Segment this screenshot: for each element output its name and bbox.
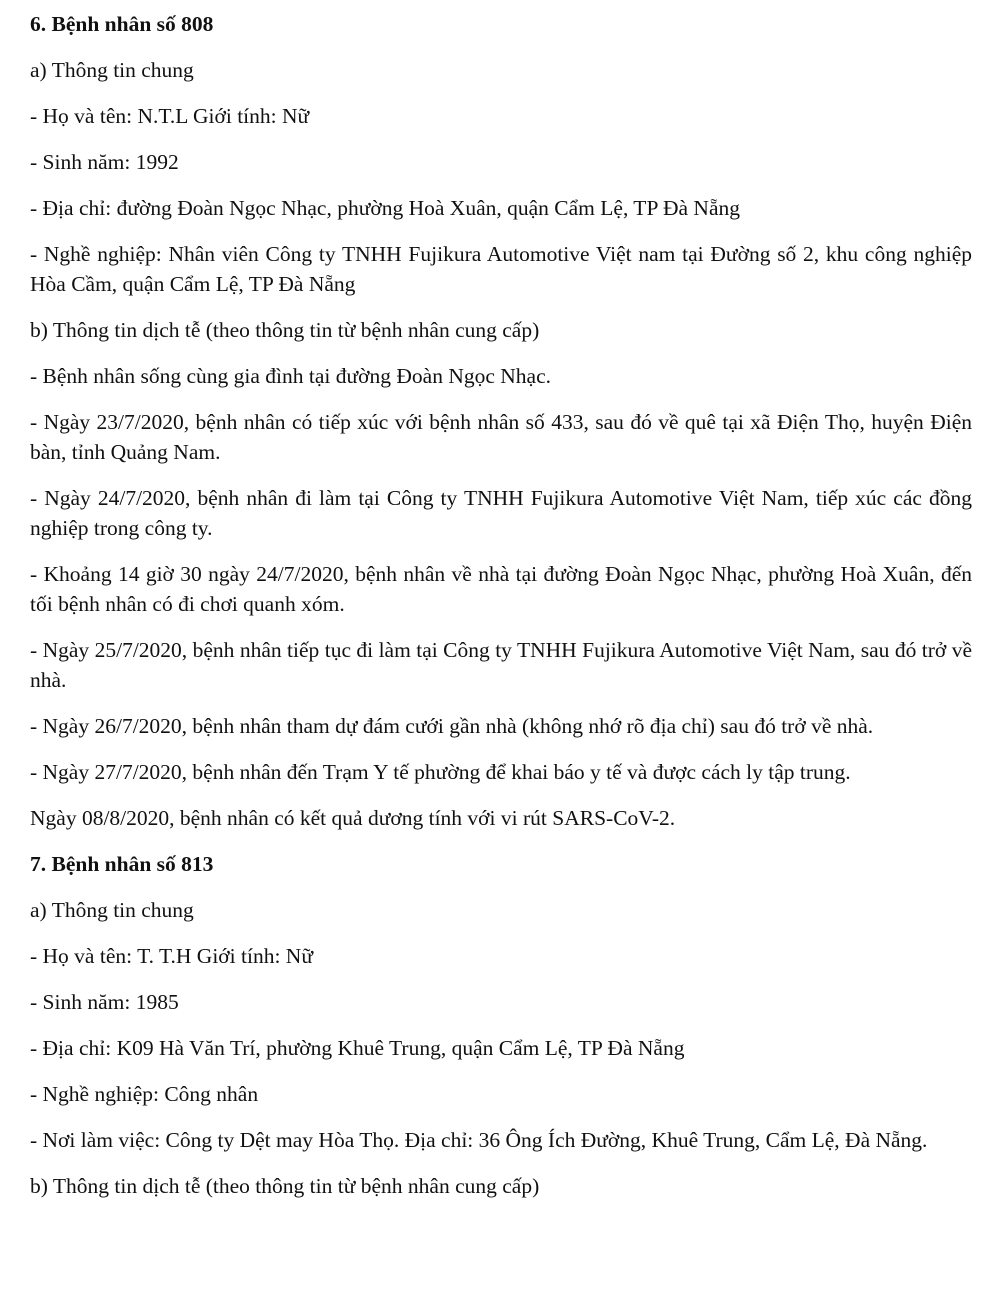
- epidemiology-item: - Ngày 25/7/2020, bệnh nhân tiếp tục đi làm tại Công ty TNHH Fujikura Automotive Việt Nam, sau đó trở về nhà.: [30, 638, 972, 692]
- section-heading-patient-813: 7. Bệnh nhân số 813: [30, 852, 214, 876]
- epidemiology-heading: b) Thông tin dịch tễ (theo thông tin từ bệnh nhân cung cấp): [30, 318, 540, 342]
- general-info-heading: a) Thông tin chung: [30, 898, 194, 922]
- birth-year-line: - Sinh năm: 1985: [30, 990, 179, 1014]
- address-line: - Địa chỉ: K09 Hà Văn Trí, phường Khuê Trung, quận Cẩm Lệ, TP Đà Nẵng: [30, 1036, 685, 1060]
- test-result-line: Ngày 08/8/2020, bệnh nhân có kết quả dương tính với vi rút SARS-CoV-2.: [30, 806, 676, 830]
- address-line: - Địa chỉ: đường Đoàn Ngọc Nhạc, phường Hoà Xuân, quận Cẩm Lệ, TP Đà Nẵng: [30, 196, 740, 220]
- occupation-line: - Nghề nghiệp: Công nhân: [30, 1082, 259, 1106]
- epidemiology-item: - Ngày 26/7/2020, bệnh nhân tham dự đám cưới gần nhà (không nhớ rõ địa chỉ) sau đó trở về nhà.: [30, 714, 874, 738]
- occupation-line: - Nghề nghiệp: Nhân viên Công ty TNHH Fujikura Automotive Việt nam tại Đường số 2, khu công nghiệp Hòa Cầm, quận Cẩm Lệ, TP Đà Nẵng: [30, 242, 972, 296]
- epidemiology-item: - Bệnh nhân sống cùng gia đình tại đường Đoàn Ngọc Nhạc.: [30, 364, 551, 388]
- epidemiology-item: - Ngày 27/7/2020, bệnh nhân đến Trạm Y tế phường để khai báo y tế và được cách ly tập trung.: [30, 760, 851, 784]
- workplace-line: - Nơi làm việc: Công ty Dệt may Hòa Thọ. Địa chỉ: 36 Ông Ích Đường, Khuê Trung, Cẩm Lệ, Đà Nẵng.: [30, 1128, 928, 1152]
- epidemiology-item: - Ngày 23/7/2020, bệnh nhân có tiếp xúc với bệnh nhân số 433, sau đó về quê tại xã Điện Thọ, huyện Điện bàn, tỉnh Quảng Nam.: [30, 410, 972, 464]
- name-gender-line: - Họ và tên: T. T.H Giới tính: Nữ: [30, 944, 313, 968]
- section-heading-patient-808: 6. Bệnh nhân số 808: [30, 12, 214, 36]
- general-info-heading: a) Thông tin chung: [30, 58, 194, 82]
- name-gender-line: - Họ và tên: N.T.L Giới tính: Nữ: [30, 104, 310, 128]
- document-body: [30, 9, 972, 1217]
- birth-year-line: - Sinh năm: 1992: [30, 150, 179, 174]
- epidemiology-item: - Khoảng 14 giờ 30 ngày 24/7/2020, bệnh nhân về nhà tại đường Đoàn Ngọc Nhạc, phường Hoà Xuân, đến tối bệnh nhân có đi chơi quanh xóm.: [30, 562, 972, 616]
- epidemiology-item: - Ngày 24/7/2020, bệnh nhân đi làm tại Công ty TNHH Fujikura Automotive Việt Nam, tiếp xúc các đồng nghiệp trong công ty.: [30, 486, 972, 540]
- epidemiology-heading: b) Thông tin dịch tễ (theo thông tin từ bệnh nhân cung cấp): [30, 1174, 540, 1198]
